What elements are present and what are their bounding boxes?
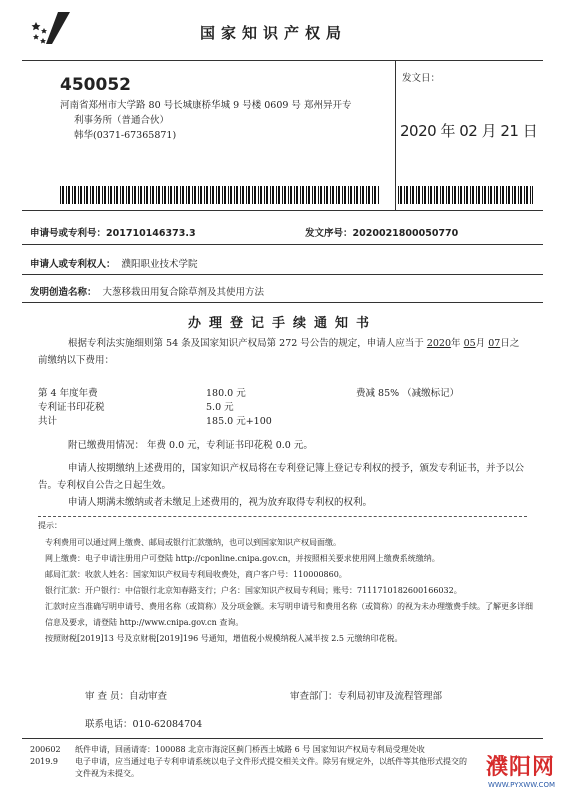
fee-note <box>356 413 459 427</box>
department <box>290 688 442 705</box>
fee-amount: 5.0 元 <box>206 402 234 413</box>
header-divider <box>22 60 543 61</box>
divider <box>22 210 543 211</box>
examiner-label: 审 查 员： <box>85 691 130 702</box>
tip-item: 邮局汇款：收款人姓名：国家知识产权局专利局收费处，商户客户号：110000860。 <box>45 570 347 579</box>
intro-text: 根据专利法实施细则第 54 条及国家知识产权局第 272 号公告的规定，申请人应当于 <box>68 338 424 349</box>
tip-item: 汇款时应当准确写明申请号、费用名称（或简称）及分项金额。未写明申请号和费用名称（或简称）的视为未办理缴费手续。了解更多详细信息及要求，请登陆 http://www.cnipa.gov.cn 查询。 <box>45 602 533 627</box>
deadline-year: 2020 <box>426 338 452 349</box>
dept-value: 专利局初审及流程管理部 <box>337 691 443 702</box>
phone-value: 010-62084704 <box>132 719 203 730</box>
form-code-2: 2019.9 <box>30 757 58 766</box>
tip-item: 银行汇款：开户银行：中信银行北京知春路支行；户名：国家知识产权局专利局；账号：7111710182600166032。 <box>45 586 462 595</box>
invention-value: 大葱移栽田用复合除草剂及其使用方法 <box>102 287 265 298</box>
abandon-paragraph: 申请人期满未缴纳或者未缴足上述费用的，视为放弃取得专利权的权利。 <box>68 497 373 508</box>
phone-label: 联系电话： <box>85 719 133 730</box>
table-row <box>38 385 459 399</box>
footer-note: 文件视为未提交。 <box>75 769 139 778</box>
tips-label: 提示： <box>38 521 62 530</box>
dashed-divider <box>38 516 527 518</box>
fee-amount: 185.0 元+100 <box>206 416 272 427</box>
examiner-value: 自动审查 <box>129 691 168 702</box>
paid-status: 附已缴费用情况： 年费 0.0 元，专利证书印花税 0.0 元。 <box>68 440 313 451</box>
recipient-address <box>60 98 390 143</box>
notice-title: 办理登记手续通知书 <box>187 316 377 331</box>
app-no-label: 申请号或专利号： <box>30 228 107 239</box>
watermark-url: WWW.PYXWW.COM <box>487 781 555 789</box>
office-name: 国家知识产权局 <box>200 24 348 42</box>
phone <box>85 716 202 733</box>
intro-text-2: 之前缴纳以下费用： <box>38 338 520 366</box>
fee-name: 专利证书印花税 <box>38 402 105 413</box>
app-no-value: 201710146373.3 <box>106 228 196 239</box>
divider <box>22 244 543 245</box>
divider <box>22 274 543 275</box>
invention-row <box>30 284 264 298</box>
watermark-text: 濮阳网 <box>485 755 555 780</box>
serial-number-row <box>305 225 458 239</box>
examiner <box>85 688 167 705</box>
applicant-row <box>30 256 198 270</box>
tips-list <box>45 535 535 647</box>
serial-value: 2020021800050770 <box>352 228 459 239</box>
document-barcode <box>398 186 533 204</box>
address-line-1: 河南省郑州市大学路 80 号长城康桥华城 9 号楼 0609 号 郑州异开专 <box>60 100 352 111</box>
deadline-month-unit: 月 <box>475 338 486 349</box>
fee-amount: 180.0 元 <box>206 388 246 399</box>
fee-note <box>356 399 459 413</box>
deadline-month: 05 <box>463 338 476 349</box>
table-row <box>38 413 459 427</box>
footer-note: 电子申请，应当通过电子专利申请系统以电子文件形式提交相关文件。除另有规定外，以纸件等其他形式提交的 <box>75 757 467 766</box>
send-date-label: 发文日： <box>402 73 441 84</box>
table-row <box>38 399 459 413</box>
applicant-label: 申请人或专利权人： <box>30 259 116 270</box>
form-code-1: 200602 <box>30 745 61 754</box>
applicant-value: 濮阳职业技术学院 <box>121 259 198 270</box>
send-date: 2020 年 02 月 21 日 <box>400 122 538 140</box>
divider <box>22 302 543 303</box>
fee-name: 共计 <box>38 416 58 427</box>
contact: 韩华(0371-67365871) <box>74 130 177 141</box>
postcode: 450052 <box>60 75 131 95</box>
grant-paragraph: 申请人按期缴纳上述费用的，国家知识产权局将在专利登记簿上登记专利权的授予，颁发专利证书，并予以公告。专利权自公告之日起生效。 <box>38 463 525 491</box>
address-barcode <box>60 186 380 204</box>
invention-label: 发明创造名称： <box>30 287 97 298</box>
deadline-year-unit: 年 <box>451 338 461 349</box>
address-line-2: 利事务所（普通合伙） <box>74 115 170 126</box>
footer-note: 纸件申请，回函请寄：100088 北京市海淀区蓟门桥西土城路 6 号 国家知识产权局专利局受理处收 <box>75 745 425 754</box>
tip-item: 专利费用可以通过网上缴费、邮局或银行汇款缴纳，也可以到国家知识产权局面缴。 <box>45 538 341 547</box>
fee-name: 第 4 年度年费 <box>38 388 98 399</box>
intro-paragraph <box>38 335 528 369</box>
tip-item: 按照财税[2019]13 号及京财税[2019]196 号通知，增值税小规模纳税人减半按 2.5 元缴纳印花税。 <box>45 634 403 643</box>
dept-label: 审查部门： <box>290 691 338 702</box>
tip-item: 网上缴费：电子申请注册用户可登陆 http://cponline.cnipa.gov.cn，并按照相关要求使用网上缴费系统缴纳。 <box>45 554 440 563</box>
footer-divider <box>22 738 543 739</box>
office-logo-icon <box>30 8 74 48</box>
serial-label: 发文序号： <box>305 228 353 239</box>
form-code <box>30 744 61 768</box>
site-watermark <box>445 750 555 792</box>
deadline-day: 07 <box>488 338 501 349</box>
fee-note: 费减 85% （减缴标记） <box>356 388 460 399</box>
fee-table <box>38 385 459 427</box>
header-vertical-divider <box>395 60 396 210</box>
deadline-day-unit: 日 <box>500 338 510 349</box>
application-number-row <box>30 225 196 239</box>
